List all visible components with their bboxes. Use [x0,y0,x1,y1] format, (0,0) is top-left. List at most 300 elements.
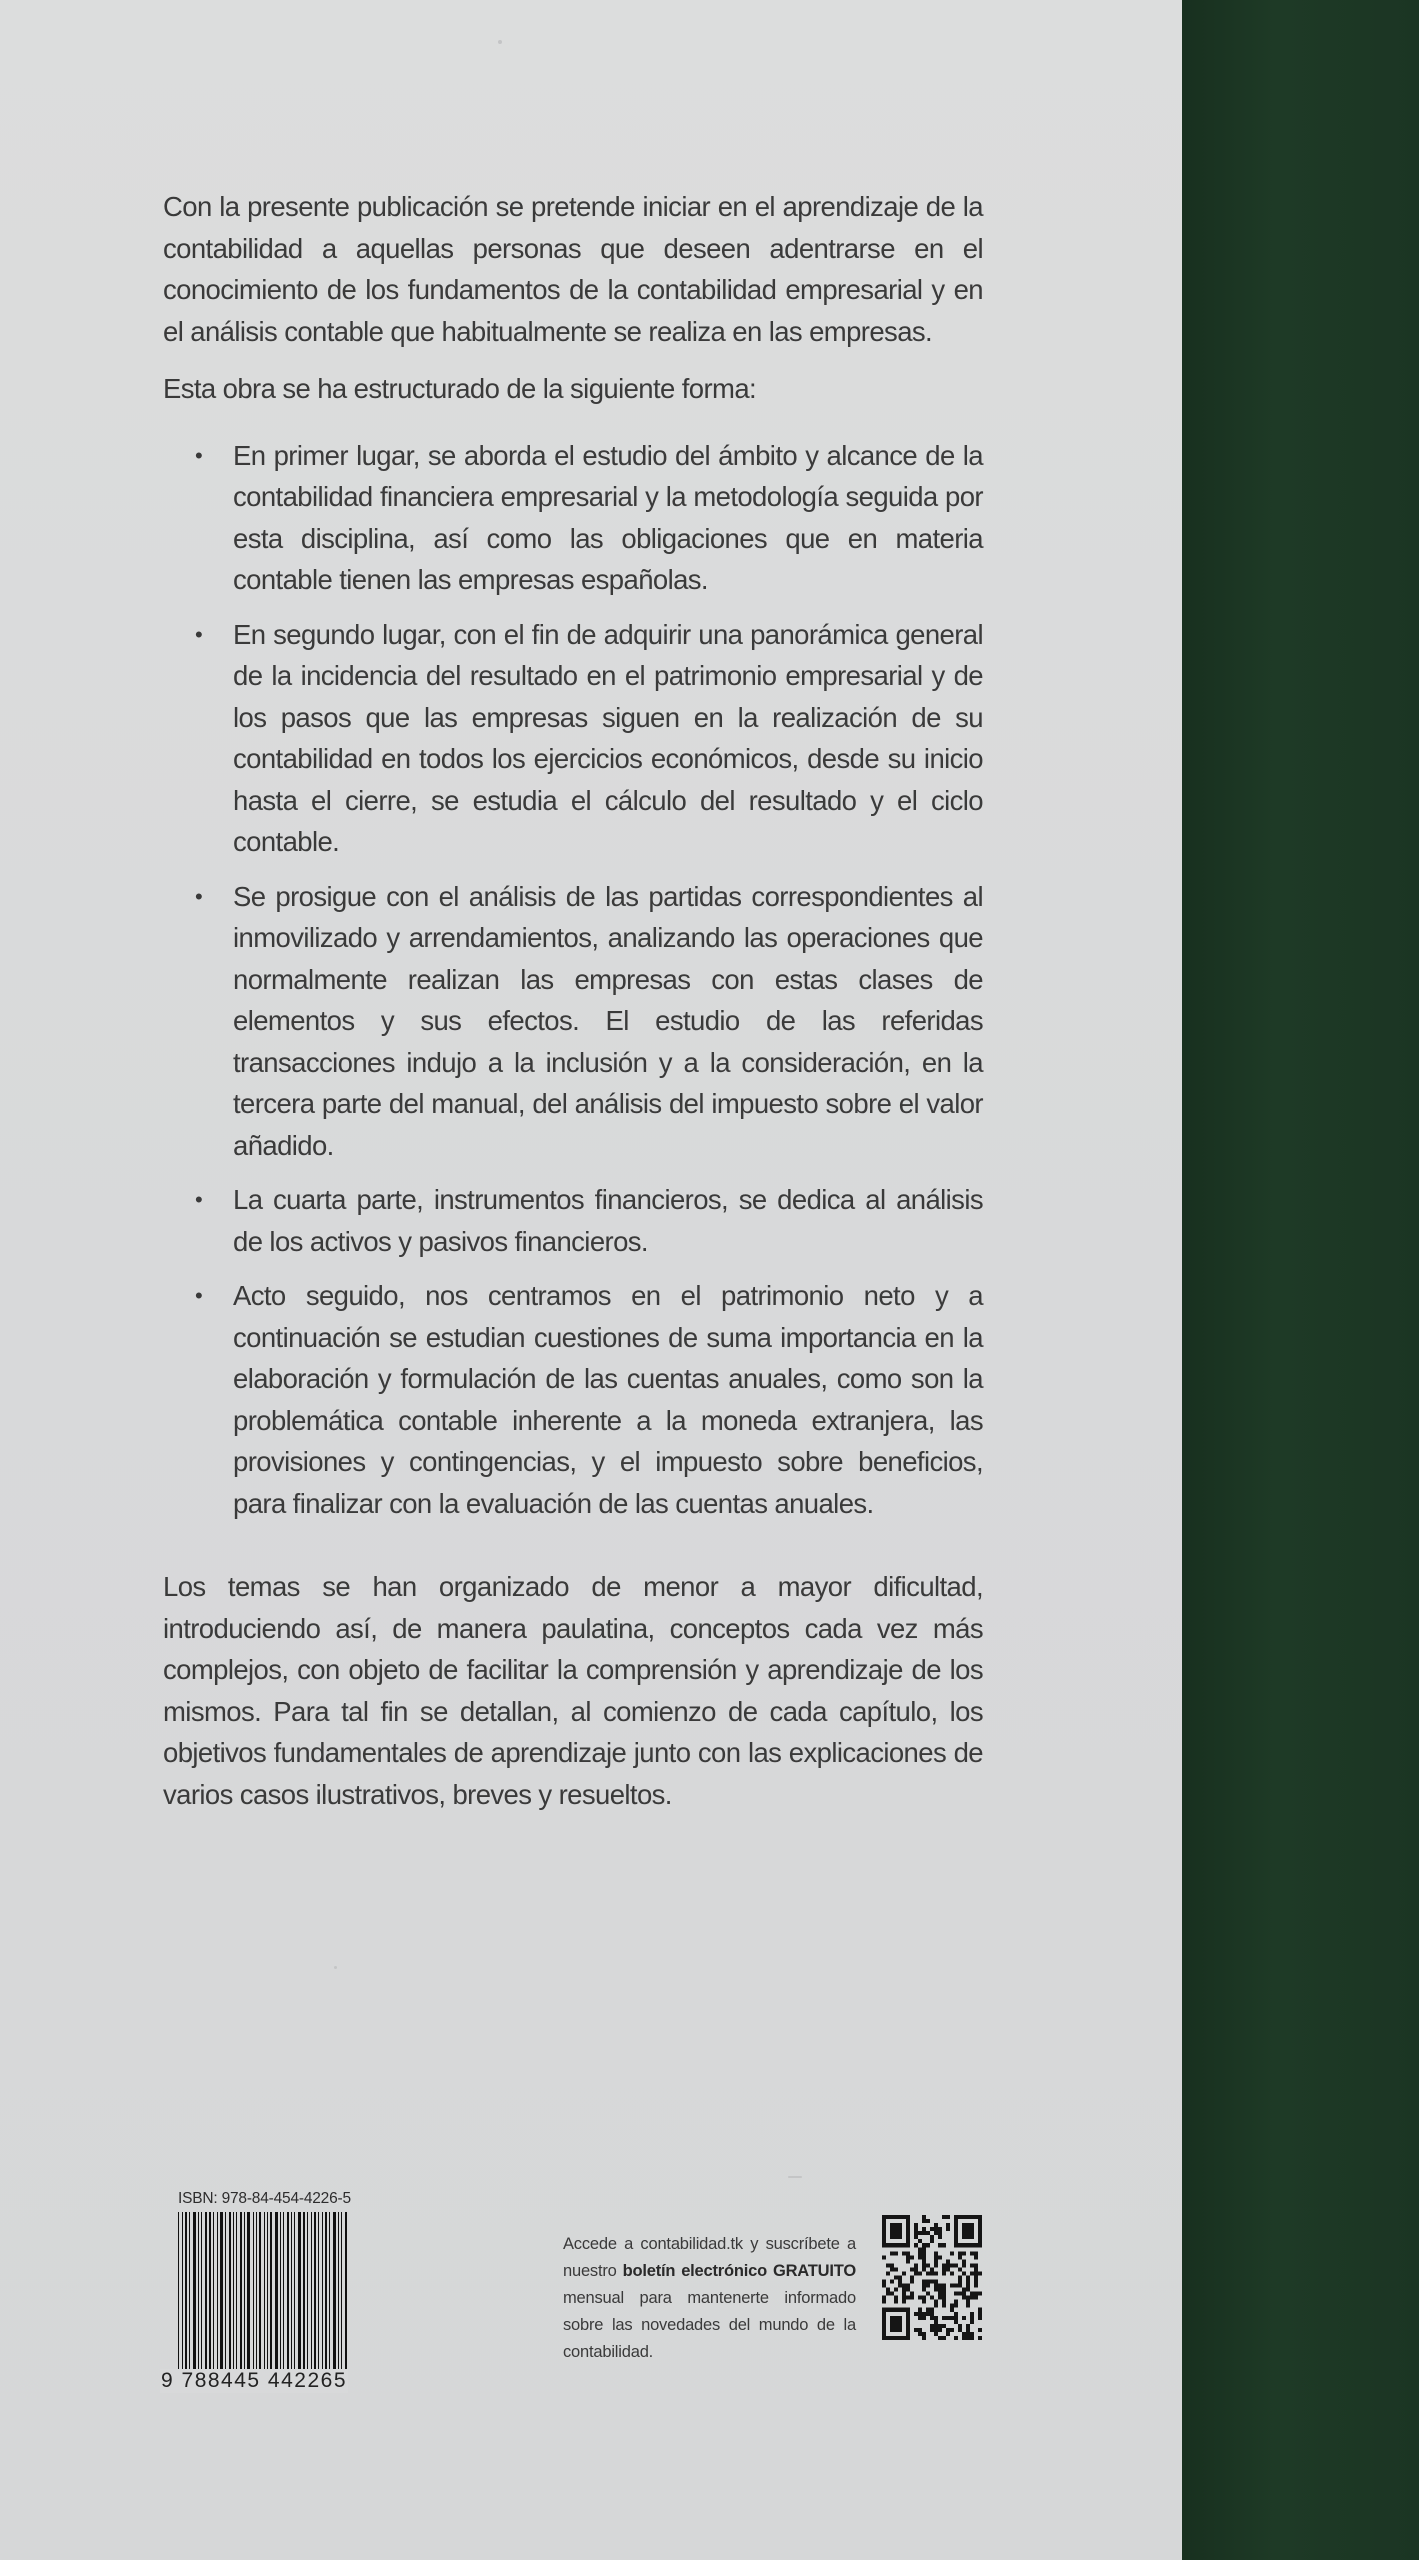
qr-module [906,2223,910,2227]
qr-module [898,2275,902,2279]
qr-module [934,2223,938,2227]
qr-module [930,2328,934,2332]
qr-module [882,2320,886,2324]
qr-module [918,2312,922,2316]
qr-module [974,2292,978,2296]
qr-module [914,2231,918,2235]
qr-module [922,2284,926,2288]
barcode-bar [307,2212,308,2376]
barcode-bar [283,2212,284,2376]
qr-module [954,2227,958,2231]
barcode-bar [325,2212,327,2376]
qr-module [910,2296,914,2300]
qr-module [966,2296,970,2300]
qr-module [966,2288,970,2292]
qr-module [906,2288,910,2292]
qr-module [922,2316,926,2320]
qr-module [882,2332,886,2336]
qr-module [918,2247,922,2251]
qr-module [926,2292,930,2296]
qr-module [918,2308,922,2312]
qr-module [894,2316,898,2320]
qr-module [938,2243,942,2247]
qr-module [886,2288,890,2292]
qr-module [942,2288,946,2292]
qr-module [882,2336,886,2340]
qr-module [922,2280,926,2284]
qr-module [942,2271,946,2275]
qr-module [954,2235,958,2239]
qr-module [894,2320,898,2324]
barcode-bar [256,2212,257,2376]
qr-module [886,2263,890,2267]
qr-module [962,2215,966,2219]
qr-module [898,2328,902,2332]
qr-module [954,2263,958,2267]
qr-module [930,2316,934,2320]
barcode-bar [244,2212,245,2376]
barcode-bar [318,2212,319,2376]
barcode [178,2212,349,2376]
barcode-bar [217,2212,218,2376]
qr-module [906,2251,910,2255]
qr-module [926,2308,930,2312]
qr-module [918,2316,922,2320]
qr-module [894,2336,898,2340]
qr-module [906,2320,910,2324]
qr-module [926,2280,930,2284]
qr-module [950,2328,954,2332]
qr-module [966,2324,970,2328]
qr-module [942,2304,946,2308]
qr-module [890,2316,894,2320]
qr-module [978,2243,982,2247]
qr-module [882,2243,886,2247]
qr-module [890,2223,894,2227]
qr-module [938,2288,942,2292]
qr-module [922,2296,926,2300]
qr-module [922,2332,926,2336]
qr-module [922,2219,926,2223]
qr-module [926,2243,930,2247]
qr-module [938,2296,942,2300]
intro-paragraph: Con la presente publicación se pretende iniciar en el aprendizaje de la contabilidad a aquellas personas que deseen adentrarse en el conocimiento de los fundamentos de la contabilidad empresarial y en el análisis contable que habitualmente se realiza en las empresas. [163,191,983,347]
qr-module [914,2267,918,2271]
qr-module [890,2243,894,2247]
qr-module [970,2243,974,2247]
qr-module [934,2284,938,2288]
barcode-bar [267,2212,268,2376]
qr-module [914,2235,918,2239]
qr-module [890,2251,894,2255]
qr-module [930,2227,934,2231]
qr-module [942,2324,946,2328]
list-item: • En segundo lugar, con el fin de adquirir una panorámica general de la incidencia del resultado en el patrimonio empresarial y de los pasos que las empresas siguen en la realización de su contabilidad en todos los ejercicios económicos, desde su inicio hasta el cierre, se estudia el cálculo del resultado y el ciclo contable. [233,614,983,863]
qr-module [946,2215,950,2219]
qr-module [978,2328,982,2332]
barcode-bar [311,2212,312,2376]
qr-module [946,2223,950,2227]
qr-module [962,2227,966,2231]
qr-module [946,2328,950,2332]
qr-module [962,2271,966,2275]
barcode-bar [253,2212,254,2376]
qr-module [922,2231,926,2235]
qr-module [934,2251,938,2255]
qr-module [958,2328,962,2332]
qr-module [942,2292,946,2296]
qr-module [910,2267,914,2271]
qr-module [922,2255,926,2259]
qr-module [930,2267,934,2271]
qr-module [974,2255,978,2259]
barcode-bar [233,2212,234,2376]
qr-module [974,2267,978,2271]
qr-module [930,2235,934,2239]
barcode-bar [185,2212,187,2376]
qr-module [974,2296,978,2300]
qr-module [950,2304,954,2308]
barcode-bar [294,2212,295,2376]
qr-module [966,2227,970,2231]
qr-module [882,2223,886,2227]
qr-module [970,2263,974,2267]
qr-module [954,2304,958,2308]
qr-module [966,2300,970,2304]
qr-module [942,2267,946,2271]
barcode-bar [291,2212,292,2376]
qr-module [954,2239,958,2243]
qr-module [958,2251,962,2255]
qr-module [946,2332,950,2336]
barcode-bar [213,2212,214,2376]
qr-module [918,2239,922,2243]
qr-module [922,2336,926,2340]
qr-module [890,2320,894,2324]
qr-module [966,2304,970,2308]
qr-module [970,2316,974,2320]
qr-module [938,2227,942,2231]
qr-module [938,2328,942,2332]
barcode-bar [270,2212,272,2376]
qr-module [922,2259,926,2263]
qr-module [974,2251,978,2255]
qr-module [922,2300,926,2304]
qr-module [938,2231,942,2235]
qr-module [970,2235,974,2239]
qr-module [970,2215,974,2219]
qr-module [974,2275,978,2279]
barcode-bar [198,2212,199,2376]
qr-module [930,2296,934,2300]
qr-module [902,2288,906,2292]
qr-module [902,2336,906,2340]
qr-module [922,2251,926,2255]
qr-code-icon [882,2215,982,2340]
qr-module [894,2308,898,2312]
qr-module [910,2255,914,2259]
qr-module [934,2255,938,2259]
qr-module [882,2316,886,2320]
qr-module [898,2324,902,2328]
qr-module [950,2308,954,2312]
qr-module [910,2292,914,2296]
barcode-bar [287,2212,289,2376]
qr-module [958,2324,962,2328]
qr-module [898,2215,902,2219]
qr-module [894,2296,898,2300]
qr-module [966,2215,970,2219]
qr-module [970,2271,974,2275]
qr-module [942,2243,946,2247]
qr-module [902,2300,906,2304]
promo-highlight: boletín electrónico GRATUITO [622,2262,856,2280]
qr-module [922,2215,926,2219]
qr-module [910,2280,914,2284]
qr-module [966,2280,970,2284]
qr-module [906,2284,910,2288]
qr-module [950,2284,954,2288]
qr-module [958,2275,962,2279]
qr-module [882,2239,886,2243]
qr-module [934,2324,938,2328]
qr-module [902,2271,906,2275]
qr-module [962,2332,966,2336]
qr-module [934,2263,938,2267]
qr-module [906,2227,910,2231]
qr-module [890,2328,894,2332]
barcode-bar [247,2212,250,2376]
qr-module [974,2284,978,2288]
qr-module [922,2247,926,2251]
qr-module [890,2231,894,2235]
qr-module [882,2231,886,2235]
qr-module [898,2227,902,2231]
qr-module [978,2336,982,2340]
qr-module [918,2332,922,2336]
qr-module [978,2239,982,2243]
qr-module [966,2332,970,2336]
qr-module [926,2231,930,2235]
qr-module [898,2223,902,2227]
qr-module [914,2328,918,2332]
qr-module [954,2223,958,2227]
qr-module [890,2227,894,2231]
qr-module [954,2231,958,2235]
qr-module [890,2308,894,2312]
list-item: • En primer lugar, se aborda el estudio del ámbito y alcance de la contabilidad financiera empresarial y la metodología seguida por esta disciplina, así como las obligaciones que en materia contable tienen las empresas españolas. [233,435,983,601]
qr-module [902,2243,906,2247]
qr-module [894,2300,898,2304]
qr-module [970,2312,974,2316]
qr-module [906,2219,910,2223]
qr-module [962,2231,966,2235]
qr-module [922,2227,926,2231]
qr-module [882,2300,886,2304]
promo-text: Accede a contabilidad.tk y suscríbete a nuestro [563,2235,856,2280]
qr-module [882,2255,886,2259]
qr-module [882,2215,886,2219]
qr-module [918,2231,922,2235]
qr-module [954,2292,958,2296]
qr-module [914,2312,918,2316]
qr-module [890,2263,894,2267]
qr-module [906,2328,910,2332]
qr-module [962,2259,966,2263]
qr-module [906,2316,910,2320]
qr-module [954,2316,958,2320]
qr-module [950,2316,954,2320]
qr-module [934,2328,938,2332]
barcode-bar [345,2212,347,2388]
qr-module [978,2312,982,2316]
qr-module [934,2316,938,2320]
qr-module [970,2223,974,2227]
barcode-bar [298,2212,301,2376]
qr-module [890,2267,894,2271]
qr-module [954,2320,958,2324]
qr-module [962,2336,966,2340]
qr-module [950,2271,954,2275]
qr-module [882,2219,886,2223]
qr-module [918,2296,922,2300]
qr-module [958,2292,962,2296]
qr-module [942,2215,946,2219]
qr-module [974,2215,978,2219]
qr-module [954,2336,958,2340]
barcode-bar [225,2212,226,2376]
qr-module [894,2275,898,2279]
qr-module [958,2243,962,2247]
qr-module [978,2223,982,2227]
qr-module [914,2271,918,2275]
qr-module [906,2296,910,2300]
qr-module [906,2324,910,2328]
barcode-bar [236,2212,237,2376]
qr-module [938,2336,942,2340]
qr-module [890,2215,894,2219]
qr-module [938,2324,942,2328]
qr-module [934,2231,938,2235]
barcode-bar [240,2212,242,2376]
qr-module [906,2336,910,2340]
qr-module [946,2227,950,2231]
barcode-bar [205,2212,207,2376]
qr-module [966,2231,970,2235]
qr-module [942,2296,946,2300]
qr-module [906,2235,910,2239]
qr-module [906,2231,910,2235]
qr-module [886,2308,890,2312]
qr-module [898,2280,902,2284]
qr-module [922,2267,926,2271]
qr-module [894,2324,898,2328]
qr-module [922,2243,926,2247]
qr-module [958,2255,962,2259]
barcode-bar [329,2212,330,2376]
barcode-bar [178,2212,179,2388]
qr-module [906,2259,910,2263]
qr-module [906,2239,910,2243]
qr-module [954,2312,958,2316]
qr-module [902,2292,906,2296]
qr-module [966,2336,970,2340]
qr-module [962,2235,966,2239]
description-text [163,186,983,1815]
qr-module [970,2296,974,2300]
barcode-bar [314,2212,316,2376]
qr-module [942,2263,946,2267]
qr-module [954,2219,958,2223]
qr-module [978,2235,982,2239]
qr-module [906,2215,910,2219]
dust-speck [334,1966,337,1969]
qr-module [930,2280,934,2284]
barcode-bar [189,2212,190,2376]
book-spine [1182,0,1419,2560]
qr-module [946,2259,950,2263]
qr-module [958,2215,962,2219]
qr-module [926,2263,930,2267]
qr-module [978,2292,982,2296]
qr-module [978,2231,982,2235]
qr-module [882,2324,886,2328]
qr-module [898,2316,902,2320]
qr-module [890,2324,894,2328]
qr-module [886,2292,890,2296]
qr-module [934,2288,938,2292]
qr-module [970,2292,974,2296]
qr-module [886,2243,890,2247]
qr-module [894,2215,898,2219]
newsletter-promo [563,2231,856,2366]
qr-module [966,2328,970,2332]
qr-module [930,2324,934,2328]
qr-module [902,2296,906,2300]
qr-module [918,2328,922,2332]
qr-module [962,2223,966,2227]
list-item: • Se prosigue con el análisis de las partidas correspondientes al inmovilizado y arrendamientos, analizando las operaciones que normalmente realizan las empresas con estas clases de elementos y sus efectos. El estudio de las referidas transacciones indujo a la inclusión y a la consideración, en la tercera parte del manual, del análisis del impuesto sobre el valor añadido. [233,876,983,1167]
dust-speck [498,40,502,44]
qr-module [894,2267,898,2271]
qr-module [902,2215,906,2219]
qr-module [962,2292,966,2296]
isbn-label: ISBN: 978-84-454-4226-5 [178,2190,351,2207]
qr-module [946,2263,950,2267]
qr-module [918,2251,922,2255]
qr-module [978,2316,982,2320]
qr-module [938,2292,942,2296]
qr-module [894,2328,898,2332]
qr-module [978,2308,982,2312]
qr-module [978,2271,982,2275]
qr-module [958,2280,962,2284]
qr-module [938,2284,942,2288]
qr-module [914,2227,918,2231]
qr-module [882,2284,886,2288]
qr-module [886,2336,890,2340]
qr-module [934,2227,938,2231]
qr-module [974,2280,978,2284]
qr-module [894,2288,898,2292]
barcode-bar [322,2212,323,2376]
qr-module [926,2312,930,2316]
barcode-bar [209,2212,211,2376]
qr-module [898,2320,902,2324]
list-item: • Acto seguido, nos centramos en el patrimonio neto y a continuación se estudian cuestiones de suma importancia en la elaboración y formulación de las cuentas anuales, como son la problemática contable inherente a la moneda extranjera, las provisiones y contingencias, y el impuesto sobre beneficios, para finalizar con la evaluación de las cuentas anuales. [233,1275,983,1524]
qr-module [930,2271,934,2275]
qr-module [894,2231,898,2235]
